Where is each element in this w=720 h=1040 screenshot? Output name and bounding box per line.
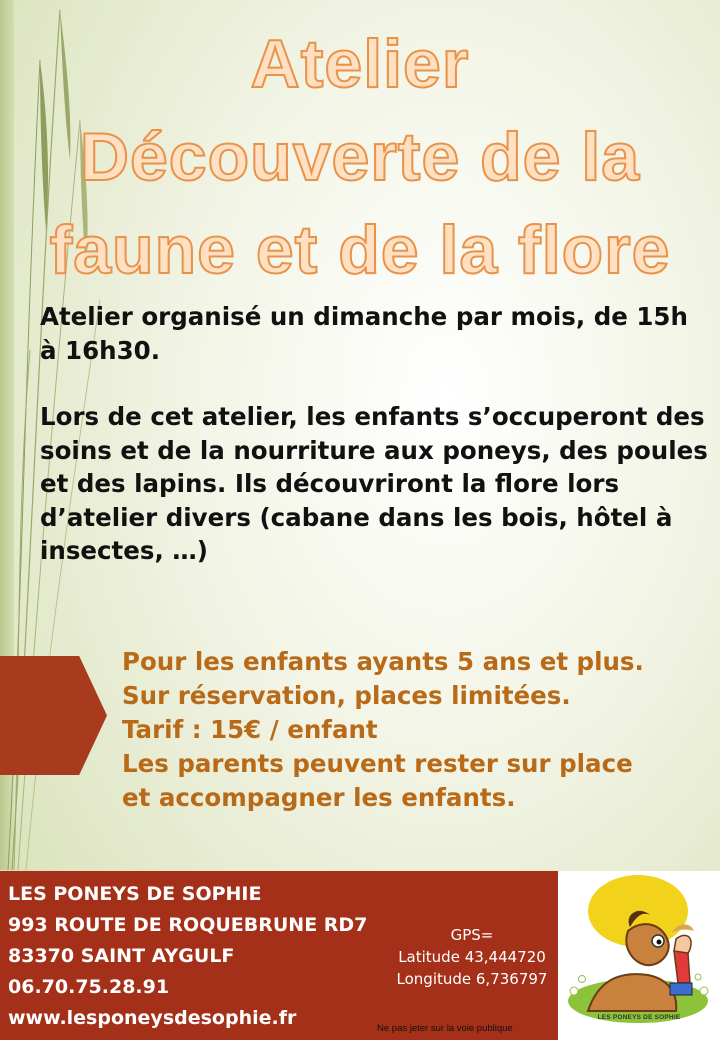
- logo-text: LES PONEYS DE SOPHIE: [597, 1014, 681, 1021]
- gps-coordinates: [382, 924, 562, 990]
- gps-longitude: Longitude 6,736797: [396, 970, 548, 988]
- parents-info-line-2: et accompagner les enfants.: [122, 783, 516, 812]
- schedule-paragraph: Atelier organisé un dimanche par mois, de 15h à 16h30.: [40, 302, 688, 365]
- price-info: Tarif : 15€ / enfant: [122, 715, 378, 744]
- title-line-1: Atelier: [250, 26, 470, 102]
- street-address: 993 ROUTE DE ROQUEBRUNE RD7: [8, 914, 368, 936]
- gps-label: GPS=: [450, 926, 494, 944]
- description-paragraph: Lors de cet atelier, les enfants s’occuperont des soins et de la nourriture aux poneys, des poules et des lapins. Ils découvriront la flore lors d’atelier divers (cabane dans les bois, hôtel à insectes, …): [40, 402, 708, 565]
- booking-info: Sur réservation, places limitées.: [122, 681, 571, 710]
- info-block: [122, 645, 712, 815]
- title-line-2: Découverte de la: [79, 119, 641, 195]
- parents-info-line-1: Les parents peuvent rester sur place: [122, 749, 633, 778]
- page-title: [0, 18, 720, 297]
- gps-latitude: Latitude 43,444720: [398, 948, 546, 966]
- title-line-3: faune et de la flore: [49, 212, 671, 288]
- phone-number: 06.70.75.28.91: [8, 976, 170, 998]
- age-requirement: Pour les enfants ayants 5 ans et plus.: [122, 647, 644, 676]
- disposal-notice: Ne pas jeter sur la voie publique: [377, 1023, 513, 1034]
- city-address: 83370 SAINT AYGULF: [8, 945, 235, 967]
- intro-text-block: [40, 300, 710, 568]
- business-name: LES PONEYS DE SOPHIE: [8, 883, 262, 905]
- logo: [558, 871, 720, 1040]
- website-link[interactable]: www.lesponeysdesophie.fr: [8, 1007, 297, 1029]
